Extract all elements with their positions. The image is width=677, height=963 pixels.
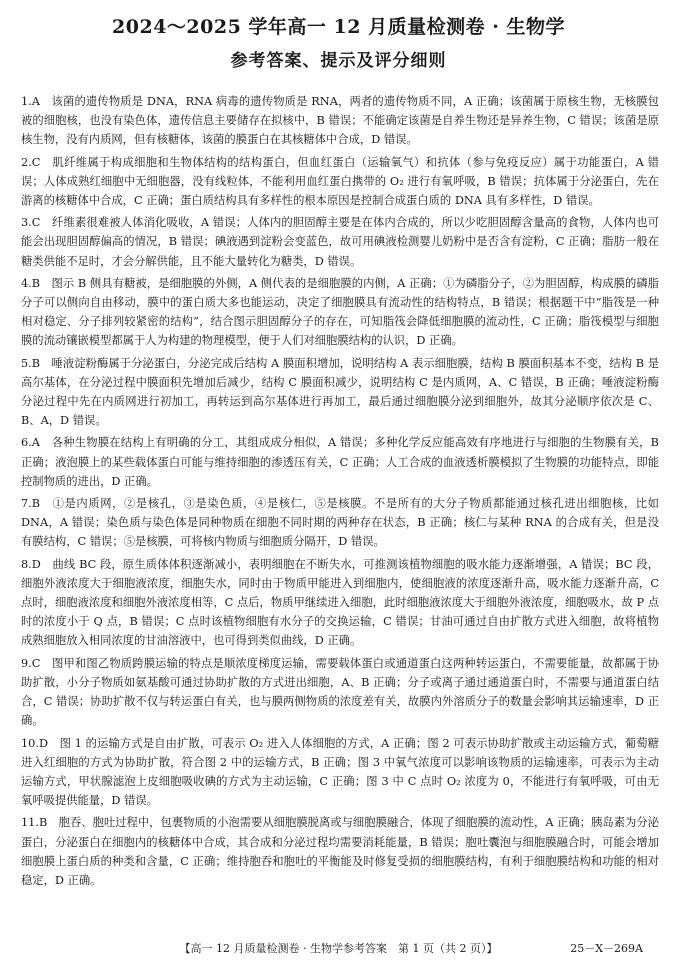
answer-explanation: 肌纤维属于构成细胞和生物体结构的结构蛋白，但血红蛋白（运输氧气）和抗体（参与免疫反应）属于功能蛋白，A 错误；人体成熟红细胞中无细胞器，没有线粒体，不能利用血红蛋白携带的 O₂ 进行有氧呼吸，B 错误；抗体属于分泌蛋白，先在游离的核糖体中合成，C 正确；蛋白质结构具有多样性的根本原因是控制合成蛋白质的 DNA 具有多样性，D 错误。 [21, 155, 659, 208]
answer-letter: B [38, 816, 48, 830]
answer-explanation: 各种生物膜在结构上有明确的分工，其组成成分相似，A 错误；多种化学反应能高效有序地进行与细胞的生物膜有关，B 正确；液泡膜上的某些载体蛋白可能与维持细胞的渗透压有关，C 正确；人工合成的血液透析膜模拟了生物膜的功能特点，即能控制物质的进出，D 正确。 [21, 436, 659, 488]
answer-item-9 [21, 654, 659, 731]
answer-explanation: 图示 B 侧具有糖被，是细胞膜的外侧，A 侧代表的是细胞膜的内侧，A 正确；①为磷脂分子，②为胆固醇，构成膜的磷脂分子可以侧向自由移动，膜中的蛋白质大多也能运动，决定了细胞膜具有流动性的结构特点，B 错误；根据题干中“脂筏是一种相对稳定、分子排列较紧密的结构”，结合图示胆固醇分子的存在，可知脂筏会降低细胞膜的流动性，C 正确；脂筏模型与细胞膜的流动镶嵌模型都属于人为构建的物理模型，便于人们对细胞膜结构的认识，D 正确。 [21, 276, 659, 348]
answer-item-3 [21, 213, 659, 271]
answer-item-7 [21, 494, 659, 552]
answer-number: 1. [21, 95, 32, 108]
answer-number: 9. [21, 656, 32, 670]
answer-explanation: 图甲和图乙物质跨膜运输的特点是顺浓度梯度运输，需要载体蛋白或通道蛋白这两种转运蛋白，不需要能量，故都属于协助扩散，小分子物质如氨基酸可通过协助扩散的方式进出细胞，A、B 正确；分子或离子通过通道蛋白时，不需要与通道蛋白结合，C 错误；协助扩散不仅与转运蛋白有关，也与膜两侧物质的浓度差有关，故膜内外溶质分子的数量会影响其运输速率，D 正确。 [21, 656, 659, 728]
answer-letter: B [31, 276, 41, 290]
answer-explanation: 图 1 的运输方式是自由扩散，可表示 O₂ 进入人体细胞的方式，A 正确；图 2 可表示协助扩散或主动运输方式，葡萄糖进入红细胞的方式为协助扩散，符合图 2 中的运输方式，B 正确；图 3 中氧气浓度可以影响该物质的运输速率，可表示为主动运输方式，甲状腺滤泡上皮细胞吸收碘的方式为主动运输，C 正确；图 3 中 C 点时 O₂ 浓度为 0，不能进行有氧呼吸，可由无氧呼吸提供能量，D 错误。 [21, 736, 659, 808]
footer-page-info: 【高一 12 月质量检测卷 · 生物学参考答案 第 1 页（共 2 页）】 [179, 942, 498, 955]
answer-item-4 [21, 274, 659, 351]
answer-number: 4. [21, 276, 32, 290]
answer-explanation: 唾液淀粉酶属于分泌蛋白，分泌完成后结构 A 膜面积增加，说明结构 A 表示细胞膜，结构 B 膜面积基本不变，结构 B 是高尔基体，在分泌过程中膜面积先增加后减少，结构 C 膜面积减少，说明结构 C 是内质网，A、C 错误，B 正确；唾液淀粉酶分泌过程中先在内质网进行初加工，再转运到高尔基体进行再加工，最后通过细胞膜分泌到细胞外，故其分泌顺序依次是 C、B、A，D 错误。 [21, 356, 659, 428]
page-subtitle: 参考答案、提示及评分细则 [230, 51, 447, 71]
answer-number: 7. [21, 497, 32, 511]
answer-number: 5. [21, 356, 32, 370]
answer-letter: C [31, 155, 41, 169]
answer-number: 2. [21, 155, 32, 169]
answer-letter: A [31, 436, 40, 450]
answer-item-10 [21, 734, 659, 811]
answer-item-5 [21, 354, 659, 431]
answer-number: 10. [21, 736, 39, 750]
answer-explanation: 曲线 BC 段，原生质体体积逐渐减小，表明细胞在不断失水，可推测该植物细胞的吸水能力逐渐增强，A 错误；BC 段，细胞外液浓度大于细胞液浓度，细胞失水，同时由于物质甲能进入到细胞内，使细胞液的浓度逐渐升高，吸水能力逐渐升高，C 点时，细胞液浓度和细胞外液浓度相等，C 点后，物质甲继续进入细胞，此时细胞液浓度大于细胞外液浓度，细胞吸水，故 P 点时的浓度小于 Q 点，B 错误；C 点时该植物细胞有水分子的交换运输，C 错误；甘油可通过自由扩散方式进入细胞，故将植物成熟细胞放入相同浓度的甘油溶液中，也可得到类似曲线，D 正确。 [21, 557, 659, 648]
answer-item-1 [21, 92, 659, 150]
answer-explanation: 纤维素很难被人体消化吸收，A 错误；人体内的胆固醇主要是在体内合成的，所以少吃胆固醇含量高的食物，人体内也可能会出现胆固醇偏高的情况，B 错误；碘液遇到淀粉会变蓝色，故可用碘液检测婴儿奶粉中是否含有淀粉，C 正确；脂肪一般在糖类供能不足时，才会分解供能，且不能大量转化为糖类，D 错误。 [21, 216, 659, 268]
answer-item-11 [21, 813, 659, 890]
answer-letter: C [31, 216, 41, 230]
answer-explanation: 该菌的遗传物质是 DNA，RNA 病毒的遗传物质是 RNA，两者的遗传物质不同，A 正确；该菌属于原核生物，无核膜包被的细胞核，也没有染色体，遗传信息主要储存在拟核中，B 错误；不能确定该菌是自养生物还是异养生物，C 错误；该菌是原核生物，没有内质网，但有核糖体，该菌的膜蛋白在其核糖体中合成，D 错误。 [21, 95, 659, 147]
page-title: 2024～2025 学年高一 12 月质量检测卷 · 生物学 [112, 16, 565, 38]
answer-item-8 [21, 555, 659, 651]
answer-letter: B [31, 356, 41, 370]
answer-number: 3. [21, 216, 32, 230]
answer-number: 6. [21, 436, 32, 450]
footer-doc-code: 25－X－269A [570, 942, 643, 955]
answer-letter: A [31, 95, 40, 108]
answer-letter: D [38, 736, 49, 750]
page-footer [0, 940, 677, 956]
answer-item-6 [21, 433, 659, 491]
answer-letter: B [31, 497, 41, 511]
answer-letter: D [31, 557, 41, 571]
answer-number: 8. [21, 557, 32, 571]
answer-item-2 [21, 153, 659, 211]
answer-list [21, 92, 659, 893]
answer-number: 11. [21, 816, 39, 830]
answer-explanation: 胞吞、胞吐过程中，包裹物质的小泡需要从细胞膜脱离或与细胞膜融合，体现了细胞膜的流动性，A 正确；胰岛素为分泌蛋白，分泌蛋白在细胞内的核糖体中合成，其合成和分泌过程均需要消耗能量，B 错误；胞吐囊泡与细胞膜融合时，可能会增加细胞膜上蛋白质的种类和含量，C 正确；维持胞吞和胞吐的平衡能及时修复受损的细胞膜结构，有利于细胞膜结构和功能的相对稳定，D 正确。 [21, 816, 659, 887]
answer-letter: C [31, 656, 41, 670]
answer-explanation: ①是内质网，②是核孔，③是染色质，④是核仁，⑤是核膜。不是所有的大分子物质都能通过核孔进出细胞核，比如 DNA，A 错误；染色质与染色体是同种物质在细胞不同时期的两种存在状态，B 正确；核仁与某种 RNA 的合成有关，但是没有膜结构，C 错误；⑤是核膜，可将核内物质与细胞质分隔开，D 错误。 [21, 497, 659, 549]
